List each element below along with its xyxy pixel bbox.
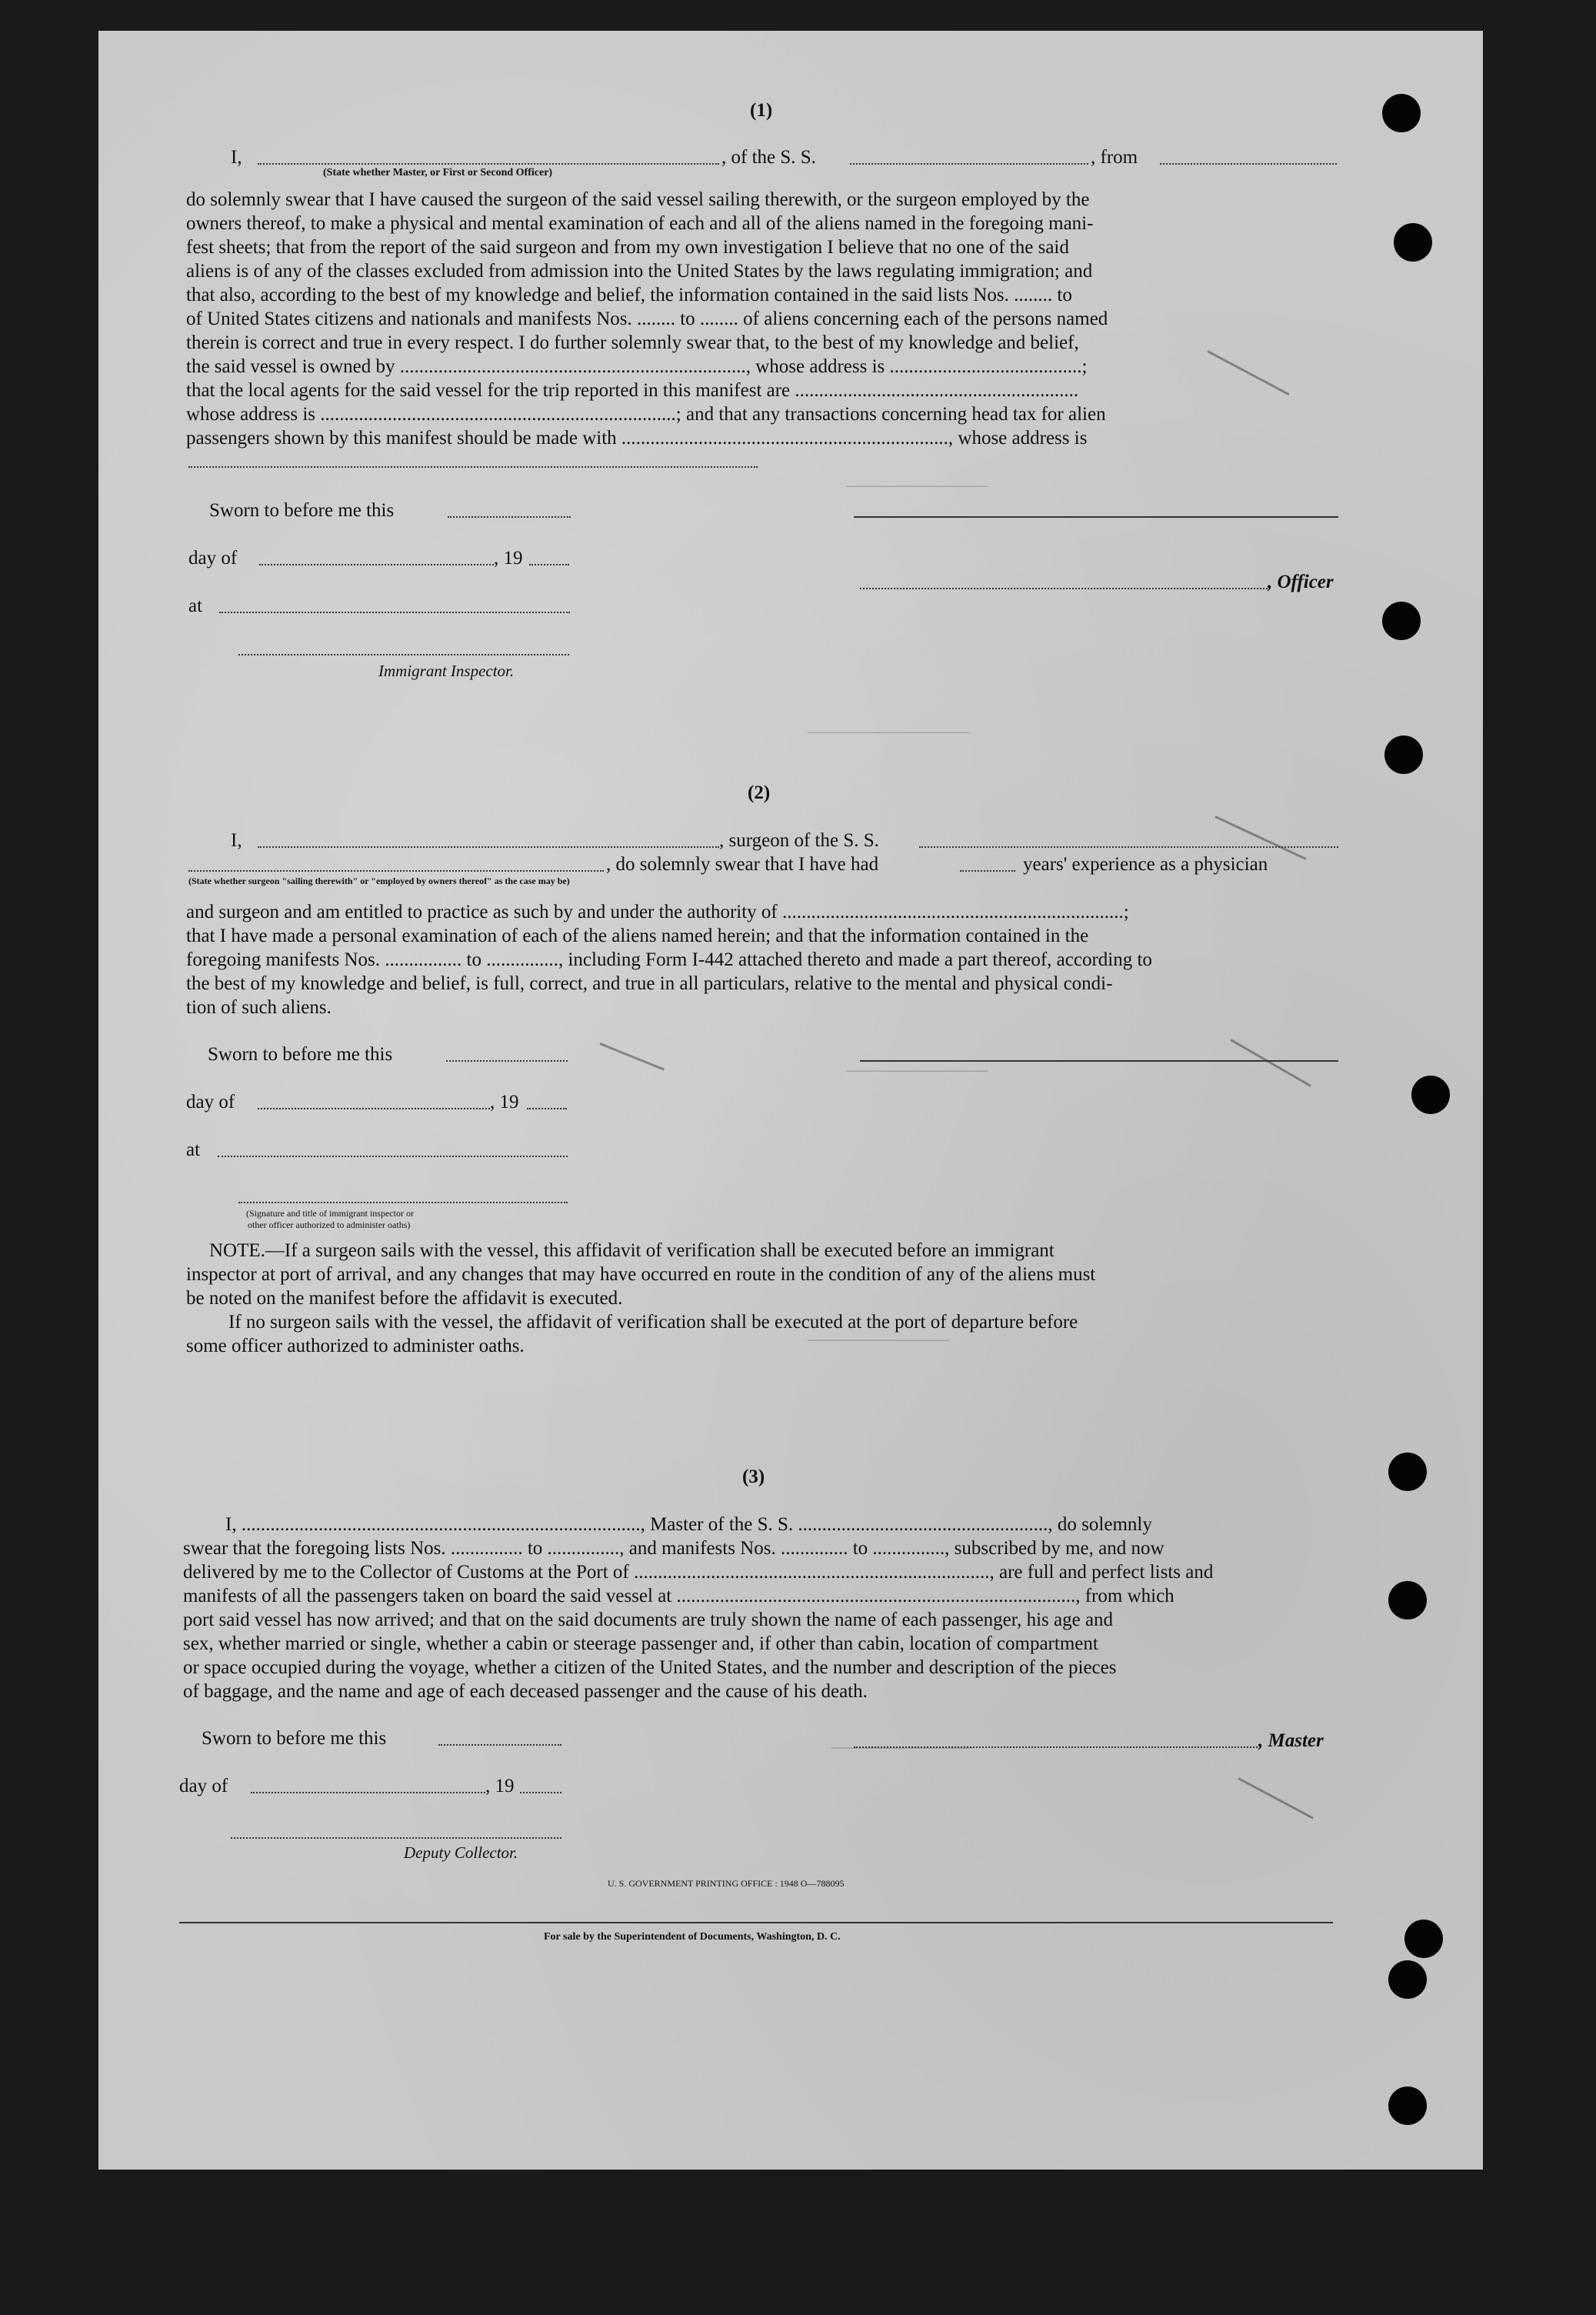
- sworn-date-field-2[interactable]: [446, 1060, 568, 1062]
- month-field-3[interactable]: [251, 1792, 485, 1793]
- binder-hole: [1382, 602, 1421, 640]
- sworn-date-field-3[interactable]: [438, 1744, 561, 1746]
- oath-line: foregoing manifests Nos. ................ to ..............., including Form I-442 attached thereto and made a part thereof, according to: [186, 949, 1152, 970]
- surgeon-type-caption: (State whether surgeon "sailing therewith" or "employed by owners thereof" as the case may be): [188, 876, 570, 886]
- surgeon-vessel-field[interactable]: [919, 846, 1338, 848]
- oath-line: sex, whether married or single, whether a cabin or steerage passenger and, if other than cabin, location of compartment: [183, 1633, 1098, 1654]
- immigrant-inspector-label: Immigrant Inspector.: [378, 662, 515, 680]
- oath-line: I, ..................................................................................., Master of the S. S. ...................................................., do solemnly: [225, 1514, 1152, 1535]
- binder-hole: [1394, 223, 1432, 262]
- sworn-label-3: Sworn to before me this: [202, 1728, 387, 1749]
- oath-line: delivered by me to the Collector of Customs at the Port of .........................................................................., are full and perfect lists and: [183, 1562, 1214, 1583]
- surgeon-type-field[interactable]: [188, 870, 604, 872]
- officer-label: , Officer: [1268, 572, 1334, 592]
- oath-line: manifests of all the passengers taken on board the said vessel at ..................................................................................., from which: [183, 1586, 1175, 1606]
- note-line: some officer authorized to administer oaths.: [186, 1336, 525, 1356]
- month-field-1[interactable]: [259, 564, 494, 565]
- note-line: If no surgeon sails with the vessel, the affidavit of verification shall be executed at the port of departure before: [228, 1312, 1078, 1333]
- day-of-label-1: day of: [188, 548, 238, 569]
- deputy-collector-label: Deputy Collector.: [404, 1843, 518, 1862]
- oath-line: aliens is of any of the classes excluded from admission into the United States by the laws regulating immigration; and: [186, 261, 1093, 282]
- year-field-2[interactable]: [527, 1108, 567, 1109]
- oath-line: the best of my knowledge and belief, is full, correct, and true in all particulars, relative to the mental and physical condi-: [186, 973, 1113, 994]
- year-label-1: , 19: [494, 548, 523, 569]
- year-label-3: , 19: [485, 1776, 515, 1796]
- sworn-label-1: Sworn to before me this: [209, 500, 395, 521]
- officer-signature-line-top[interactable]: [854, 516, 1338, 518]
- vessel-name-field[interactable]: [850, 163, 1088, 165]
- oath-line: owners thereof, to make a physical and mental examination of each and all of the aliens named in the foregoing mani-: [186, 213, 1094, 234]
- surgeon-signature-line[interactable]: [860, 1060, 1338, 1062]
- surgeon-of-ss-label: , surgeon of the S. S.: [719, 830, 879, 851]
- section-3-number: (3): [742, 1466, 765, 1487]
- for-sale-notice: For sale by the Superintendent of Documents, Washington, D. C.: [544, 1931, 841, 1943]
- swear-had-label: , do solemnly swear that I have had: [606, 854, 879, 875]
- oath-line: therein is correct and true in every respect. I do further solemnly swear that, to the best of my knowledge and belief,: [186, 332, 1079, 353]
- month-field-2[interactable]: [258, 1108, 490, 1109]
- section-1-i-label: I,: [231, 147, 242, 168]
- oath-line: tion of such aliens.: [186, 997, 332, 1018]
- oath-line: whose address is ..........................................................................; and that any transactions concerning head tax for alien: [186, 404, 1106, 425]
- years-experience-field[interactable]: [960, 870, 1015, 872]
- oath-line: that also, according to the best of my knowledge and belief, the information contained in the said lists Nos. ........ to: [186, 285, 1072, 305]
- day-of-label-3: day of: [179, 1776, 228, 1796]
- years-experience-label: years' experience as a physician: [1023, 854, 1268, 875]
- oath-line: do solemnly swear that I have caused the surgeon of the said vessel sailing therewith, or the surgeon employed by the: [186, 189, 1090, 210]
- inspector-signature-field-1[interactable]: [238, 654, 569, 655]
- signature-title-caption-2: other officer authorized to administer oaths): [248, 1219, 411, 1230]
- sworn-label-2: Sworn to before me this: [208, 1044, 393, 1065]
- bleed-through-mark: ——————————————: [846, 1062, 988, 1081]
- oath-line: of United States citizens and nationals and manifests Nos. ........ to ........ of aliens concerning each of the persons named: [186, 309, 1108, 329]
- inspector-signature-field-2[interactable]: [238, 1202, 568, 1203]
- note-line: be noted on the manifest before the affidavit is executed.: [186, 1288, 623, 1309]
- oath-line: swear that the foregoing lists Nos. ............... to ..............., and manifests Nos. .............. to ..............., subscribed by me, and now: [183, 1538, 1165, 1559]
- from-port-field[interactable]: [1160, 163, 1337, 165]
- oath-line: passengers shown by this manifest should be made with ...................................................................., whose address is: [186, 428, 1088, 449]
- oath-line: that I have made a personal examination of each of the aliens named herein; and that the information contained in the: [186, 926, 1089, 946]
- printing-office-imprint: U. S. GOVERNMENT PRINTING OFFICE : 1948 O—788095: [608, 1878, 845, 1889]
- section-1-number: (1): [750, 100, 773, 121]
- oath-line: the said vessel is owned by ........................................................................, whose address is ........................................;: [186, 356, 1088, 377]
- binder-hole: [1404, 1920, 1443, 1958]
- binder-hole: [1388, 1960, 1427, 1999]
- master-label: , Master: [1258, 1730, 1324, 1751]
- officer-name-field[interactable]: [258, 163, 719, 165]
- at-place-field-2[interactable]: [218, 1156, 568, 1157]
- sworn-date-field-1[interactable]: [448, 516, 571, 518]
- oath-line: that the local agents for the said vessel for the trip reported in this manifest are ...........................................................: [186, 380, 1079, 401]
- bleed-through-mark: ————————————————: [808, 723, 971, 742]
- at-place-field-1[interactable]: [219, 612, 570, 613]
- binder-hole: [1388, 1581, 1427, 1619]
- year-field-3[interactable]: [520, 1792, 561, 1793]
- at-label-1: at: [188, 595, 203, 616]
- oath-line: or space occupied during the voyage, whether a citizen of the United States, and the number and description of the pieces: [183, 1657, 1117, 1678]
- binder-hole: [1384, 736, 1423, 774]
- section-2-oath-text: [186, 900, 1341, 1019]
- master-signature-field[interactable]: [854, 1746, 1258, 1748]
- officer-signature-field[interactable]: [860, 588, 1268, 589]
- signature-title-caption-1: (Signature and title of immigrant inspector or: [246, 1208, 414, 1219]
- binder-hole: [1388, 2087, 1427, 2125]
- footer-rule: [179, 1922, 1333, 1923]
- binder-hole: [1382, 94, 1421, 132]
- oath-line: fest sheets; that from the report of the said surgeon and from my own investigation I believe that no one of the said: [186, 237, 1069, 258]
- from-label: , from: [1091, 147, 1138, 168]
- of-ss-label: , of the S. S.: [721, 147, 816, 168]
- year-field-1[interactable]: [529, 564, 569, 565]
- section-2-number: (2): [748, 782, 771, 803]
- oath-line: port said vessel has now arrived; and that on the said documents are truly shown the name of each passenger, his age and: [183, 1609, 1114, 1630]
- section-1-oath-text: [186, 188, 1341, 450]
- year-label-2: , 19: [490, 1092, 519, 1112]
- day-of-label-2: day of: [186, 1092, 235, 1112]
- bleed-through-mark: ——————————————: [808, 1331, 950, 1350]
- binder-hole: [1411, 1076, 1450, 1114]
- oath-line: of baggage, and the name and age of each deceased passenger and the cause of his death.: [183, 1681, 868, 1702]
- binder-hole: [1388, 1453, 1427, 1491]
- section-2-i-label: I,: [231, 830, 242, 851]
- oath-line: and surgeon and am entitled to practice as such by and under the authority of .......................................................................;: [186, 902, 1129, 922]
- officer-rank-caption: (State whether Master, or First or Second Officer): [323, 167, 553, 178]
- surgeon-note: [186, 1239, 1341, 1358]
- note-line: NOTE.—If a surgeon sails with the vessel, this affidavit of verification shall be executed before an immigrant: [209, 1240, 1055, 1261]
- note-line: inspector at port of arrival, and any changes that may have occurred en route in the condition of any of the aliens must: [186, 1264, 1096, 1285]
- address-continuation-field[interactable]: [188, 466, 758, 468]
- at-label-2: at: [186, 1139, 201, 1160]
- bleed-through-mark: ——————————————: [846, 477, 988, 496]
- deputy-collector-signature-field[interactable]: [231, 1837, 561, 1839]
- surgeon-name-field[interactable]: [258, 846, 719, 848]
- bleed-through-mark: ——————————————: [831, 1739, 973, 1758]
- section-3-oath-text: [183, 1513, 1338, 1703]
